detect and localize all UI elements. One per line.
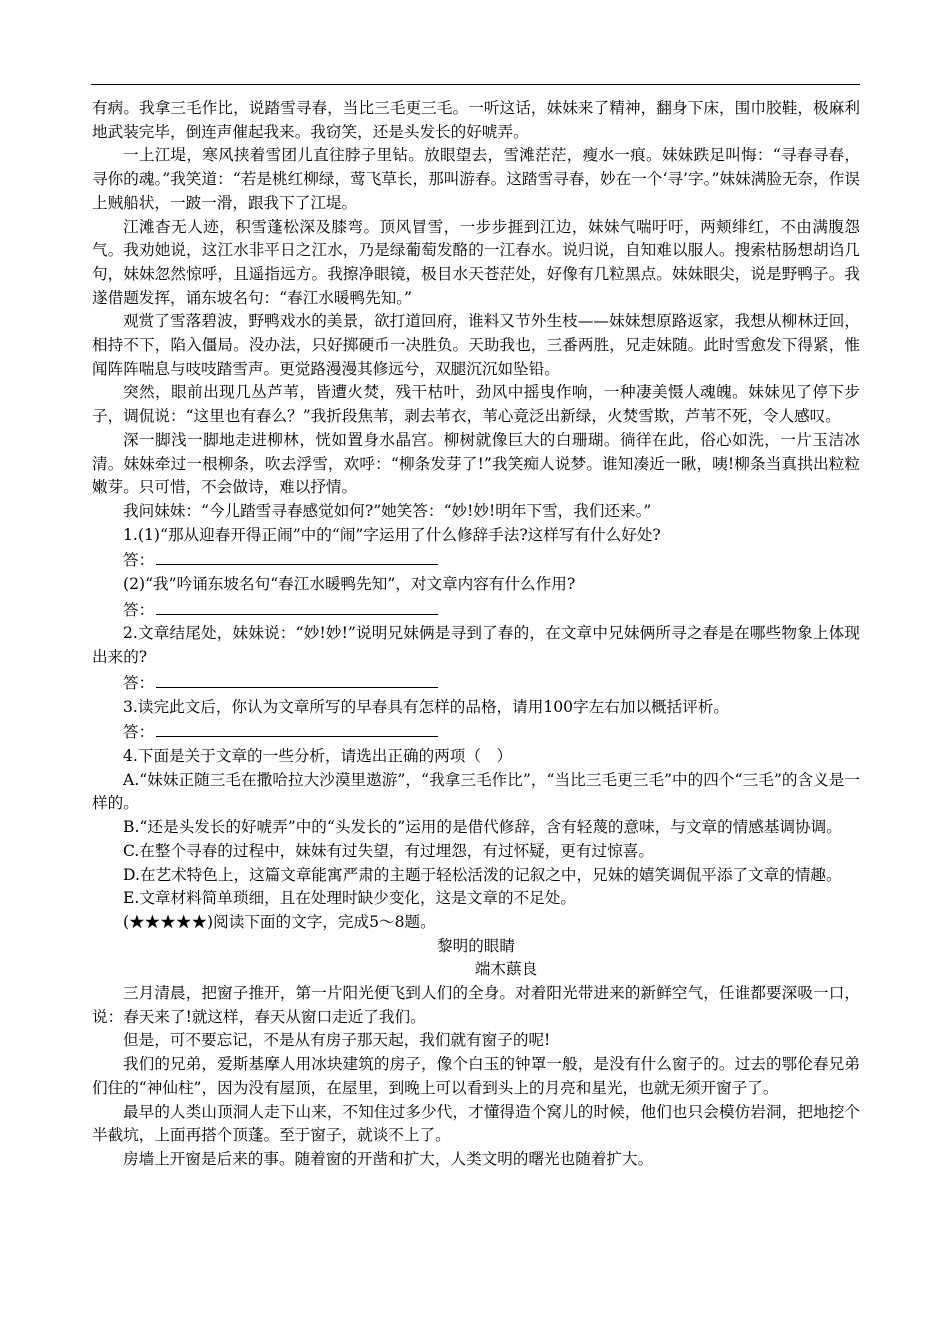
answer-label: 答： xyxy=(123,723,155,742)
story-paragraph-3: 江滩杳无人迹，积雪蓬松深及膝弯。顶风冒雪，一步步捱到江边，妹妹气喘吁吁，两颊绯红，不由满腹怨气。我劝她说，这江水非平日之江水，乃是绿葡萄发酪的一江春水。说归说，自知难以服人。搜索枯肠想胡诌几句，妹妹忽然惊呼，且遥指远方。我擦净眼镜，极目水天苍茫处，好像有几粒黑点。妹妹眼尖，说是野鸭子。我遂借题发挥，诵东坡名句：“春江水暖鸭先知。” xyxy=(92,217,860,307)
answer-label: 答： xyxy=(123,551,155,570)
story-paragraph-1: 有病。我拿三毛作比，说踏雪寻春，当比三毛更三毛。一听这话，妹妹来了精神，翻身下床，围巾胶鞋，极麻利地武装完毕，倒连声催起我来。我窃笑，还是头发长的好唬弄。 xyxy=(92,99,860,141)
option-c: C.在整个寻春的过程中，妹妹有过失望，有过埋怨，有过怀疑，更有过惊喜。 xyxy=(123,841,654,860)
answer-blank[interactable] xyxy=(156,597,438,615)
story-paragraph-7: 我问妹妹：“今儿踏雪寻春感觉如何?”她笑答：“妙!妙!明年下雪，我们还来。” xyxy=(123,501,652,520)
story-paragraph-4: 观赏了雪落碧波，野鸭戏水的美景，欲打道回府，谁料又节外生枝——妹妹想原路返家，我想从柳林迂回，相持不下，陷入僵局。没办法，只好掷硬币一决胜负。天助我也，三番两胜，兄走妹随。此时雪愈发下得紧，惟闻阵阵喘息与吱吱踏雪声。更觉路漫漫其修远兮，双腿沉沉如坠铅。 xyxy=(92,312,860,378)
answer-label: 答： xyxy=(123,673,155,692)
question-4: 4.下面是关于文章的一些分析，请选出正确的两项（ ） xyxy=(123,746,513,765)
option-d: D.在艺术特色上，这篇文章能寓严肃的主题于轻松活泼的记叙之中，兄妹的嬉笑调侃平添了文章的情趣。 xyxy=(123,865,842,884)
article-paragraph-4: 最早的人类山顶洞人走下山来，不知住过多少代，才懂得造个窝儿的时候，他们也只会模仿岩洞，把地挖个半截坑，上面再搭个顶蓬。至于窗子，就谈不上了。 xyxy=(92,1102,860,1145)
option-a: A.“妹妹正随三毛在撒哈拉大沙漠里遨游”，“我拿三毛作比”，“当比三毛更三毛”中的四个“三毛”的含义是一样的。 xyxy=(92,770,860,813)
story-paragraph-5: 突然，眼前出现几丛芦苇，皆遭火焚，残干枯叶，劲风中摇曳作响，一种凄美慑人魂魄。妹妹见了停下步子，调侃说：“这里也有春么？”我折段焦苇，剥去苇衣，苇心竟泛出新绿，火焚雪欺，芦苇不死，令人感叹。 xyxy=(92,383,860,426)
answer-line xyxy=(92,670,860,696)
story-paragraph-6: 深一脚浅一脚地走进柳林，恍如置身水晶宫。柳树就像巨大的白珊瑚。徜徉在此，俗心如洗，一片玉洁冰清。妹妹牵过一根柳条，吹去浮雪，欢呼：“柳条发芽了!”我笑痴人说梦。谁知凑近一瞅，咦!柳条当真拱出粒粒嫩芽。只可惜，不会做诗，难以抒情。 xyxy=(92,430,860,497)
answer-label: 答： xyxy=(123,600,155,619)
article-paragraph-3: 我们的兄弟，爱斯基摩人用冰块建筑的房子，像个白玉的钟罩一般，是没有什么窗子的。过去的鄂伦春兄弟们住的“神仙柱”，因为没有屋顶，在屋里，到晚上可以看到头上的月亮和星光，也就无须开窗子了。 xyxy=(92,1055,860,1097)
header-rule xyxy=(91,84,860,85)
story-paragraph-2: 一上江堤，寒风挟着雪团儿直往脖子里钻。放眼望去，雪滩茫茫，瘦水一痕。妹妹跌足叫悔：“寻春寻春，寻你的魂。”我笑道：“若是桃红柳绿，莺飞草长，那叫游春。这踏雪寻春，妙在一个‘寻’字。”妹妹满脸无奈，作误上贼船状，一跛一滑，跟我下了江堤。 xyxy=(92,146,860,212)
article-paragraph-1: 三月清晨，把窗子推开，第一片阳光便飞到人们的全身。对着阳光带进来的新鲜空气，任谁都要深吸一口，说：春天来了!就这样，春天从窗口走近了我们。 xyxy=(92,984,860,1026)
article-paragraph-2: 但是，可不要忘记，不是从有房子那天起，我们就有窗子的呢! xyxy=(123,1031,551,1050)
answer-blank[interactable] xyxy=(156,719,438,737)
answer-line xyxy=(92,547,860,573)
answer-line xyxy=(92,597,860,623)
answer-blank[interactable] xyxy=(156,670,438,688)
question-1-part-2: (2)“我”吟诵东坡名句“春江水暖鸭先知”，对文章内容有什么作用? xyxy=(123,575,576,594)
article-body xyxy=(92,97,860,1172)
answer-blank[interactable] xyxy=(156,547,438,565)
article-title: 黎明的眼睛 xyxy=(437,936,515,955)
answer-line xyxy=(92,719,860,745)
option-b: B.“还是头发长的好唬弄”中的“头发长的”运用的是借代修辞，含有轻蔑的意味，与文章的情感基调协调。 xyxy=(123,818,842,837)
option-e: E.文章材料简单琐细，且在处理时缺少变化，这是文章的不足处。 xyxy=(123,889,576,908)
section-intro: (★★★★★)阅读下面的文字，完成5～8题。 xyxy=(123,912,436,931)
question-3: 3.读完此文后，你认为文章所写的早春具有怎样的品格，请用100字左右加以概括评析。 xyxy=(123,697,730,716)
question-2: 2.文章结尾处，妹妹说：“妙!妙!”说明兄妹俩是寻到了春的，在文章中兄妹俩所寻之春是在哪些物象上体现出来的? xyxy=(92,624,860,667)
question-1-part-1: 1.(1)“那从迎春开得正闹”中的“闹”字运用了什么修辞手法?这样写有什么好处? xyxy=(123,525,661,544)
article-author: 端木蕻良 xyxy=(474,960,538,979)
article-paragraph-5: 房墙上开窗是后来的事。随着窗的开凿和扩大，人类文明的曙光也随着扩大。 xyxy=(123,1149,654,1168)
